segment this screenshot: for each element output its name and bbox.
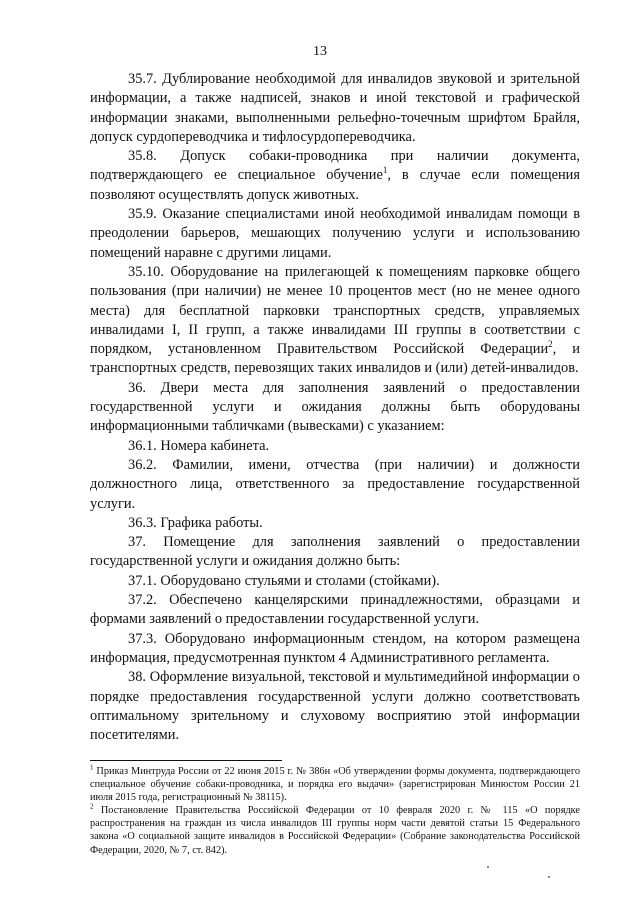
- body-text: [90, 70, 580, 745]
- footnote-2: [90, 804, 580, 856]
- footnote-mark: 1: [90, 763, 94, 772]
- footnote-text: Постановление Правительства Российской Федерации от 10 февраля 2020 г. № 115 «О порядке распространения на граждан из числа инвалидов III группы норм части девятой статьи 15 Федерального закона «О социальной защите инвалидов в Российской Федерации» (Собрание законодательства Российской Федерации, 2020, № 7, ст. 842).: [90, 805, 580, 856]
- paragraph-37: 37. Помещение для заполнения заявлений о предоставлении государственной услуги и ожидания должно быть:: [90, 534, 580, 570]
- footnote-1: [90, 765, 580, 804]
- paragraph-37-3: 37.3. Оборудовано информационным стендом, на котором размещена информация, предусмотренная пунктом 4 Административного регламента.: [90, 630, 580, 666]
- footnote-ref: 1: [382, 165, 388, 176]
- footnote-separator: [90, 760, 282, 761]
- paragraph-text: 35.8. Допуск собаки-проводника при наличии документа, подтверждающего ее специальное обучение: [90, 148, 580, 184]
- paragraph-text: , и транспортных средств, перевозящих таких инвалидов и (или) детей-инвалидов.: [90, 341, 580, 377]
- paragraph-37-2: 37.2. Обеспечено канцелярскими принадлежностями, образцами и формами заявлений о предоставлении государственной услуги.: [90, 592, 580, 628]
- paragraph-37-1: 37.1. Оборудовано стульями и столами (стойками).: [128, 572, 440, 589]
- paragraph-text: , в случае если помещения позволяют осуществлять допуск животных.: [90, 167, 580, 203]
- paragraph-35-7: 35.7. Дублирование необходимой для инвалидов звуковой и зрительной информации, а также надписей, знаков и иной текстовой и графической информации знаками, выполненными рельефно-точечным шрифтом Брайля, допуск сурдопереводчика и тифлосурдопереводчика.: [90, 71, 580, 145]
- paragraph-36-1: 36.1. Номера кабинета.: [128, 437, 270, 454]
- scan-speck: [487, 866, 489, 868]
- scan-speck: [548, 876, 550, 878]
- paragraph-36-2: 36.2. Фамилии, имени, отчества (при наличии) и должности должностного лица, ответственного за предоставление государственной услуги.: [90, 456, 580, 512]
- paragraph-36: 36. Двери места для заполнения заявлений о предоставлении государственной услуги и ожидания должны быть оборудованы информационными табличками (вывесками) с указанием:: [90, 379, 580, 435]
- paragraph-35-10: [90, 263, 580, 379]
- paragraph-38: 38. Оформление визуальной, текстовой и мультимедийной информации о порядке предоставления государственной услуги должно соответствовать оптимальному зрительному и слуховому восприятию этой информации посетителями.: [90, 669, 580, 744]
- footnote-mark: 2: [90, 802, 94, 811]
- paragraph-35-8: [90, 147, 580, 205]
- footnote-ref: 2: [548, 339, 553, 350]
- page-number: 13: [313, 44, 327, 59]
- paragraph-36-3: 36.3. Графика работы.: [128, 514, 263, 531]
- footnotes: [90, 765, 580, 857]
- paragraph-text: 35.10. Оборудование на прилегающей к помещениям парковке общего пользования (при наличии) не менее 10 процентов мест (но не менее одного места) для бесплатной парковки транспортных средств, управляемых инвалидами I, II групп, а также инвалидами III группы в соответствии с порядком, установленном Правительством Российской Федерации: [90, 263, 580, 358]
- footnote-text: Приказ Минтруда России от 22 июня 2015 г. № 386н «Об утверждении формы документа, подтверждающего специальное обучение собаки-проводника, и порядка его выдачи» (зарегистрирован Минюстом России 21 июля 2015 года, регистрационный № 38115).: [90, 766, 580, 804]
- paragraph-35-9: 35.9. Оказание специалистами иной необходимой инвалидам помощи в преодолении барьеров, мешающих получению услуги и использованию помещений наравне с другими лицами.: [90, 206, 580, 261]
